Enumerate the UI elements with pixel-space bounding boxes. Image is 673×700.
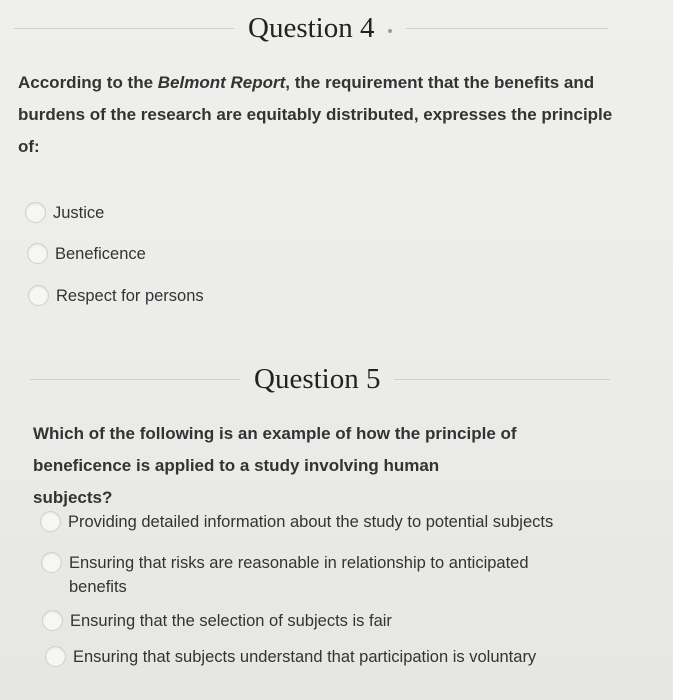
option-label: Ensuring that subjects understand that participation is voluntary bbox=[73, 648, 537, 666]
option-label: Providing detailed information about the study to potential subjects bbox=[68, 513, 554, 531]
q4-option-beneficence[interactable] bbox=[27, 242, 146, 266]
question-5-stem-text: Which of the following is an example of how the principle of beneficence is applied to a study involving human subjects? bbox=[33, 424, 517, 507]
q5-option-participation-voluntary[interactable] bbox=[45, 645, 645, 669]
radio-button[interactable] bbox=[42, 610, 63, 631]
header-rule-right bbox=[406, 28, 608, 29]
question-4-title: Question 4 bbox=[248, 11, 375, 44]
question-5-header bbox=[30, 357, 610, 401]
question-4-header bbox=[14, 6, 608, 50]
header-rule-right bbox=[394, 379, 610, 380]
option-label: Justice bbox=[53, 204, 105, 222]
option-label: Beneficence bbox=[55, 245, 146, 263]
radio-button[interactable] bbox=[40, 511, 61, 532]
q5-option-detailed-information[interactable] bbox=[40, 510, 640, 534]
question-4-stem-after: , the requirement that the benefits and burdens of the research are equitably distributed, expresses the principle of: bbox=[18, 73, 613, 156]
option-label: Respect for persons bbox=[56, 287, 204, 305]
belmont-report-emphasis: Belmont Report bbox=[157, 73, 286, 92]
radio-button[interactable] bbox=[28, 285, 49, 306]
marker-dot bbox=[388, 29, 392, 33]
q4-option-respect-for-persons[interactable] bbox=[28, 284, 204, 308]
q5-option-selection-fair[interactable] bbox=[42, 609, 602, 633]
radio-button[interactable] bbox=[41, 552, 62, 573]
header-rule-left bbox=[14, 28, 234, 29]
radio-button[interactable] bbox=[45, 646, 66, 667]
option-label: Ensuring that risks are reasonable in relationship to anticipated benefits bbox=[69, 554, 529, 596]
question-4-stem-before: According to the bbox=[18, 73, 158, 92]
question-4-stem bbox=[18, 67, 618, 163]
question-5-stem bbox=[33, 418, 523, 514]
question-5-title: Question 5 bbox=[254, 362, 381, 395]
radio-button[interactable] bbox=[25, 202, 46, 223]
option-label: Ensuring that the selection of subjects is fair bbox=[70, 612, 392, 630]
radio-button[interactable] bbox=[27, 243, 48, 264]
q5-option-risks-reasonable[interactable] bbox=[41, 551, 561, 599]
header-rule-left bbox=[30, 379, 240, 380]
q4-option-justice[interactable] bbox=[25, 201, 104, 225]
